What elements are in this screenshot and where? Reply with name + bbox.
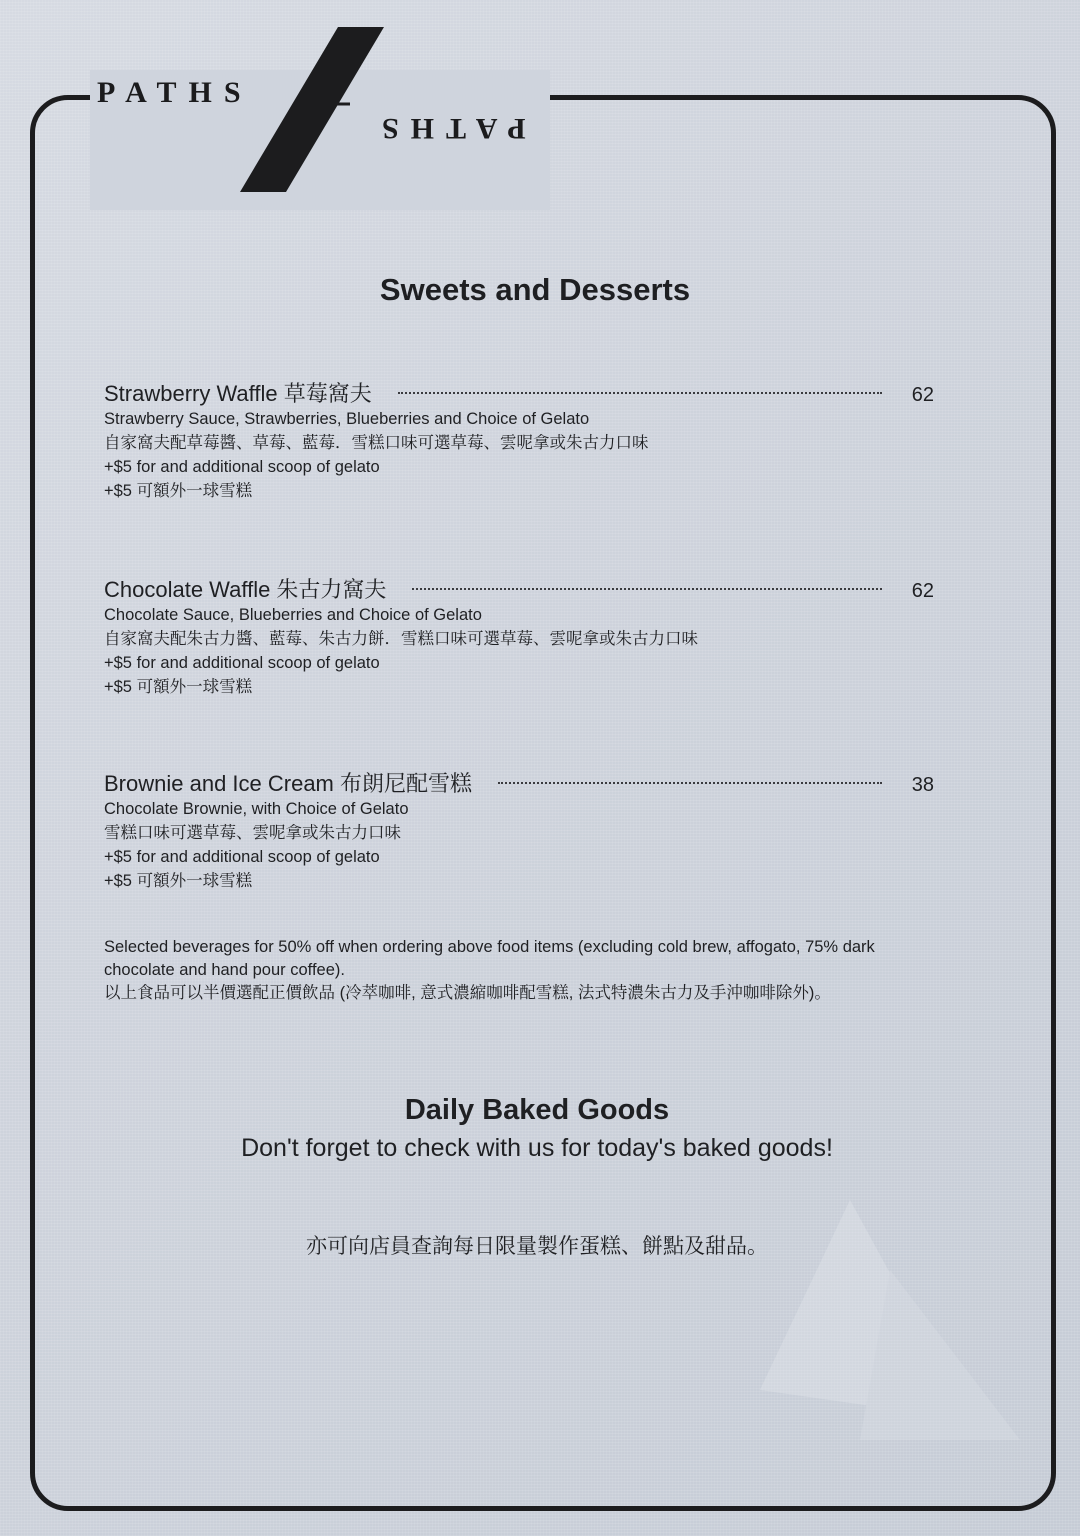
logo-text-top: PATHS — [97, 76, 253, 109]
baked-goods-subtitle: Don't forget to check with us for today's baked goods! — [241, 1134, 833, 1162]
note-en-line-1: Selected beverages for 50% off when ordering above food items (excluding cold brew, affogato, 75% dark — [104, 938, 875, 956]
item-name: Strawberry Waffle 草莓窩夫 — [104, 381, 372, 406]
dotted-leader — [412, 588, 882, 590]
beverage-offer-note — [104, 936, 994, 1005]
note-zh: 以上食品可以半價選配正價飲品 (冷萃咖啡, 意式濃縮咖啡配雪糕, 法式特濃朱古力及手沖咖啡除外)。 — [104, 984, 831, 1002]
item-description-zh: 雪糕口味可選草莓、雲呢拿或朱古力口味 — [104, 824, 401, 842]
baked-goods-zh: 亦可向店員查詢每日限量製作蛋糕、餅點及甜品。 — [306, 1235, 768, 1258]
section-title-baked-goods: Daily Baked Goods — [404, 1094, 670, 1126]
item-price: 62 — [911, 580, 934, 602]
item-price: 38 — [911, 774, 934, 796]
item-name: Brownie and Ice Cream 布朗尼配雪糕 — [104, 771, 472, 796]
item-price: 62 — [911, 384, 934, 406]
menu-item — [104, 767, 934, 893]
logo-text-bottom-inverted: PATHS — [370, 112, 526, 145]
item-extra-zh: +$5 可額外一球雪糕 — [104, 482, 253, 500]
item-description-zh: 自家窩夫配草莓醬、草莓、藍莓．雪糕口味可選草莓、雲呢拿或朱古力口味 — [104, 434, 649, 452]
item-extra-zh: +$5 可額外一球雪糕 — [104, 678, 253, 696]
menu-item — [104, 377, 934, 503]
dotted-leader — [398, 392, 882, 394]
item-description-en: Strawberry Sauce, Strawberries, Blueberries and Choice of Gelato — [104, 410, 590, 428]
item-extra-en: +$5 for and additional scoop of gelato — [104, 848, 380, 866]
paper-watermark — [740, 1190, 1040, 1450]
menu-item — [104, 573, 934, 699]
note-en-line-2: chocolate and hand pour coffee). — [104, 961, 345, 979]
item-description-en: Chocolate Sauce, Blueberries and Choice of Gelato — [104, 606, 482, 624]
item-extra-zh: +$5 可額外一球雪糕 — [104, 872, 253, 890]
item-description-en: Chocolate Brownie, with Choice of Gelato — [104, 800, 409, 818]
item-extra-en: +$5 for and additional scoop of gelato — [104, 654, 380, 672]
item-description-zh: 自家窩夫配朱古力醬、藍莓、朱古力餅．雪糕口味可選草莓、雲呢拿或朱古力口味 — [104, 630, 698, 648]
item-name: Chocolate Waffle 朱古力窩夫 — [104, 577, 387, 602]
dotted-leader — [498, 782, 882, 784]
section-title-sweets: Sweets and Desserts — [379, 272, 691, 307]
item-extra-en: +$5 for and additional scoop of gelato — [104, 458, 380, 476]
